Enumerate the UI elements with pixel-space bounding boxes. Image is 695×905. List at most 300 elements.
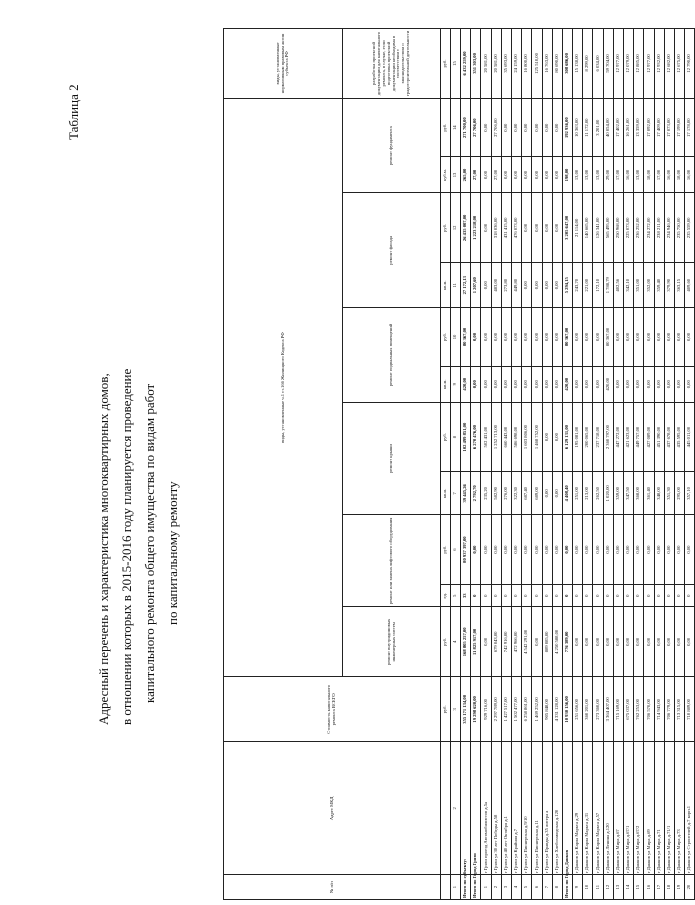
table-cell: 237 718,00 [593,402,603,472]
table-cell: 17 092,00 [644,98,654,157]
table-cell: 0,00 [685,308,695,367]
table-cell: 0,00 [644,515,654,585]
table-cell: 0,00 [522,263,532,308]
table-cell: 0,00 [573,515,583,585]
header-facade: ремонт фасада [343,193,441,308]
unit-cell: кв.м. [441,263,451,308]
table-row [613,29,623,900]
column-number-cell: 12 [451,193,461,263]
table-cell: 0,00 [624,366,634,402]
table-cell: 12 079,00 [624,29,634,99]
unit-cell [441,875,451,900]
table-cell: 0,00 [664,515,674,585]
table-cell: 10 [583,875,593,900]
table-cell: 0,00 [532,263,542,308]
table-cell: 12 790,00 [685,29,695,99]
table-cell: 889 085,00 [542,607,552,677]
table-row [593,29,603,900]
header-address: Адрес МКД [224,742,441,875]
table-cell: 13,00 [634,157,644,193]
table-cell: 8 299,00 [583,29,593,99]
column-number-cell: 6 [451,515,461,585]
table-cell: 13,00 [583,157,593,193]
table-row [644,29,654,900]
table-cell: 0,00 [532,308,542,367]
table-cell: Итого по Город Грязи [471,875,481,900]
table-cell: 225 073,00 [624,193,634,263]
table-cell: 18,00 [644,157,654,193]
table-cell: г Грязи ул Хлебозаводская д.120 [552,742,562,875]
table-cell: 10 363,00 [573,98,583,157]
table-cell: 0,00 [542,515,552,585]
column-number-cell: 9 [451,366,461,402]
table-cell: 0,00 [491,515,501,585]
table-cell: 687,40 [522,472,532,515]
table-cell: 10 930 156,00 [562,677,572,742]
table-cell: 16,00 [664,157,674,193]
table-cell: 1 427 517,00 [501,677,511,742]
table-cell: г Грязи ул Крайняя д.7 [511,742,521,875]
table-cell: 0,00 [552,98,562,157]
column-number-cell: 8 [451,402,461,472]
table-cell: 449 757,00 [634,402,644,472]
table-cell: 0,00 [613,607,623,677]
table-total-row [471,29,481,900]
table-cell: 0,00 [613,308,623,367]
units-row [441,29,451,900]
header-design-docs: разработка проектной документации для капитального ремонта, в случае, если подготовка проектной документации необходима в соответствии с законодательством о градостроительной деятельности [343,29,441,99]
table-cell: 586 698,00 [511,402,521,472]
table-cell: 11 [593,875,603,900]
table-cell: 27,00 [491,157,501,193]
table-cell: 0 [654,584,664,607]
table-cell: 9 [573,875,583,900]
table-cell: 352,00 [644,263,654,308]
table-cell: 359,00 [613,472,623,515]
table-cell: 0,00 [501,98,511,157]
table-cell: 905 848,00 [542,677,552,742]
table-cell: 0,00 [471,515,481,585]
table-cell: 427 089,00 [644,402,654,472]
table-row [654,29,664,900]
table-cell: г Данков ул Мира д.71 [654,742,664,875]
table-cell: 0,00 [532,607,542,677]
table-cell: 125 510,00 [532,29,542,99]
table-cell: 689,00 [532,472,542,515]
table-cell: 1 788,79 [603,263,613,308]
header-basement: ремонт подвальных помещений [343,308,441,403]
table-cell: 12 932,00 [654,29,664,99]
table-cell: 13 [613,875,623,900]
table-cell: 706 570,00 [644,677,654,742]
table-row [511,29,521,900]
table-cell: 27 172,13 [461,263,471,308]
table-cell: 0,00 [522,98,532,157]
header-regional-group: виды, установленные нормативным правовым актом субъекта РФ [224,29,343,99]
table-cell: 0,00 [542,472,552,515]
table-cell: 27 706,00 [471,98,481,157]
table-cell: г Данков ул Строителей д.7 корп.1 [685,742,695,875]
table-cell: 29,00 [603,157,613,193]
table-cell: 582,90 [491,472,501,515]
table-cell: 409,60 [685,263,695,308]
table-cell: 6 [532,875,542,900]
table-cell: 0,00 [593,308,603,367]
table-cell: 7 [542,875,552,900]
table-cell: 0,00 [552,263,562,308]
table-cell: 1 223 218,00 [471,193,481,263]
table-cell: 0,00 [542,157,552,193]
table-cell: 0 [593,584,603,607]
table-cell: 0,00 [542,402,552,472]
table-cell: 1 603 806,00 [522,402,532,472]
table-cell: 1 502 477,00 [511,677,521,742]
header-cost-total: Стоимость капитального ремонта ВСЕГО [224,677,441,742]
table-cell: 140 665,00 [583,193,593,263]
table-cell: 0,00 [583,515,593,585]
table-cell: г Грязи ул 30 лет Победы д.58 [491,742,501,875]
table-cell: 0,00 [634,308,644,367]
table-label: Таблица 2 [66,84,81,140]
table-cell: 0,00 [552,366,562,402]
table-cell: 3 [501,875,511,900]
table-cell: 24 159,00 [511,29,521,99]
table-cell: 295,00 [674,472,684,515]
table-cell: 502 431,00 [481,402,491,472]
table-cell: 0,00 [674,366,684,402]
unit-cell: руб. [441,98,451,157]
table-cell: 0 [471,584,481,607]
table-cell: 0,00 [593,607,603,677]
table-total-row [562,29,572,900]
table-caption-box [66,20,84,140]
table-cell: 2 792,70 [471,472,481,515]
table-cell: 0,00 [654,366,664,402]
table-cell: 0,00 [562,515,572,585]
table-cell: 357,10 [685,472,695,515]
table-cell: 0,00 [522,515,532,585]
table-cell: 476 073,00 [511,193,521,263]
table-cell: 565 495,00 [603,193,613,263]
table-cell: 359,40 [654,263,664,308]
table-cell: 660 443,00 [501,402,511,472]
table-cell: 39 445,26 [461,472,471,515]
table-cell: 1 469 252,00 [532,677,542,742]
title-line: капитального ремонта общего имущества по видам работ [142,383,157,703]
table-cell: 0 [664,584,674,607]
table-cell: 420,00 [562,366,572,402]
header-num: № п/п [224,875,441,900]
title-line: по капитальному ремонту [165,481,180,625]
table-cell: 200 065,00 [583,402,593,472]
column-number-cell: 4 [451,607,461,677]
table-cell: 3 205 647,00 [562,193,572,263]
table-row [603,29,613,900]
table-sheet [223,28,692,900]
table-cell: 0,00 [542,98,552,157]
table-cell: 0,00 [542,308,552,367]
table-cell: 0,00 [583,308,593,367]
table-cell: 0,00 [522,366,532,402]
header-foundation: ремонт фундамента [343,98,441,193]
table-cell: 0 [674,584,684,607]
table-cell: 929 716,00 [481,677,491,742]
table-cell: 445 011,00 [685,402,695,472]
table-cell: 0,00 [634,366,644,402]
table-cell: 0,00 [522,157,532,193]
table-cell: 0 [552,584,562,607]
table-cell: 351,30 [664,472,674,515]
title-line: в отношении которых в 2015-2016 году планируется проведение [119,368,134,725]
table-cell: 0,00 [624,515,634,585]
table-cell: 0,00 [511,157,521,193]
table-cell: Итого по Город Данков [562,875,572,900]
table-cell: 17 199,00 [674,98,684,157]
table-cell: 15 [634,875,644,900]
table-cell: 0 [501,584,511,607]
table-cell: 0,00 [481,157,491,193]
unit-cell: руб. [441,607,451,677]
table-cell: 2 360 797,00 [603,402,613,472]
table-cell: 0 [562,584,572,607]
table-cell: 16 [644,875,654,900]
table-cell: 0,00 [481,308,491,367]
table-cell: 0,00 [542,263,552,308]
table-cell: 0 [583,584,593,607]
table-cell: 675 037,00 [624,677,634,742]
table-cell: г Грязи ул Пионерская д.9/10 [522,742,532,875]
table-cell: 6 270 476,00 [471,402,481,472]
table-cell: 342,10 [624,263,634,308]
table-cell: 0,00 [491,366,501,402]
table-row [624,29,634,900]
column-number-cell: 3 [451,677,461,742]
table-cell: 19 [674,875,684,900]
table-cell: 265,00 [461,157,471,193]
table-cell: 234 946,00 [664,193,674,263]
table-cell: 27 706,00 [491,98,501,157]
table-cell: 0,00 [685,607,695,677]
table-cell: 0,00 [481,98,491,157]
table-cell: 0,00 [501,308,511,367]
table-total-row [461,29,471,900]
table-cell: 4 542 291,00 [522,607,532,677]
column-number-cell: 15 [451,29,461,99]
table-cell: 0,00 [471,308,481,367]
table-cell: 6 129 131,00 [562,402,572,472]
table-cell: 33 [461,584,471,607]
table-cell: 2 [491,875,501,900]
unit-cell [441,742,451,875]
header-engineering: ремонт внутридомовых инженерных систем [343,607,441,677]
table-cell: 0,00 [552,402,562,472]
table-cell: 0,00 [664,607,674,677]
table-cell: 11 172,00 [583,98,593,157]
table-cell: 251 656,00 [573,677,583,742]
table-cell: 1 468 752,00 [532,402,542,472]
table-row [685,29,695,900]
column-number-cell: 7 [451,472,461,515]
table-cell: 271 700,00 [461,98,471,157]
table-cell: 420,00 [603,366,613,402]
table-cell: 0 [573,584,583,607]
table-cell: 16 261,00 [624,98,634,157]
table-cell: г Данков ул Мира д.71/1 [664,742,674,875]
table-cell: г Данков ул Мира д.67/2 [634,742,644,875]
table-row [532,29,542,900]
table-cell: 706 779,00 [664,677,674,742]
table-cell: 16 800,00 [522,29,532,99]
table-cell: 361,40 [644,472,654,515]
table-cell: 348,00 [654,472,664,515]
table-cell: г Данков ул Ленина д.120 [603,742,613,875]
table-cell: 1 207,60 [471,263,481,308]
column-number-cell: 1 [451,875,461,900]
table-cell: 12 977,00 [613,29,623,99]
repair-works-table [223,28,695,900]
table-cell: 437 678,00 [664,402,674,472]
table-cell: 0 [542,584,552,607]
table-cell: 250 968,00 [613,193,623,263]
table-cell: г Грязи проезд Автомобилистов д.5а [481,742,491,875]
table-cell: 0,00 [654,515,664,585]
unit-cell: руб. [441,193,451,263]
table-cell: 0,00 [511,366,521,402]
table-row [674,29,684,900]
table-cell: 0,00 [624,308,634,367]
table-cell: 20 [685,875,695,900]
table-cell: 262,50 [593,472,603,515]
unit-cell: руб. [441,677,451,742]
table-cell: 0,00 [481,607,491,677]
table-cell: 0,00 [552,193,562,263]
title-line: Адресный перечень и характеристика многоквартирных домов, [96,373,111,725]
table-cell: 20 581,00 [481,29,491,99]
table-cell: 0 [491,584,501,607]
table-cell: 17,00 [654,157,664,193]
unit-cell: руб. [441,29,451,99]
table-cell: 0,00 [532,515,542,585]
column-number-cell: 5 [451,584,461,607]
table-cell: 347,50 [624,472,634,515]
table-cell: 0,00 [685,366,695,402]
table-row [583,29,593,900]
table-cell: 15 138,00 [573,29,583,99]
table-row [573,29,583,900]
table-cell: 449,80 [511,263,521,308]
column-number-cell: 13 [451,157,461,193]
table-cell: 12 977,00 [644,29,654,99]
table-cell: 234 272,00 [644,193,654,263]
column-numbers-row [451,29,461,900]
table-cell: 0,00 [654,607,664,677]
table-cell: 472 966,00 [511,607,521,677]
table-cell: 0,00 [481,366,491,402]
table-cell: 11 825 917,00 [471,607,481,677]
table-cell: 0,00 [491,308,501,367]
table-cell: 0,00 [603,515,613,585]
table-cell: 0 [634,584,644,607]
unit-cell: руб. [441,515,451,585]
table-cell: 80 937 397,00 [461,515,471,585]
table-cell: 12 682,00 [664,29,674,99]
table-cell: г Грязи ул Правды д.35 литера а [542,742,552,875]
table-cell: 0,00 [583,366,593,402]
table-cell: 17 178,00 [685,98,695,157]
table-cell: 243,70 [573,263,583,308]
table-cell: 0,00 [573,308,583,367]
table-cell: 447 272,00 [613,402,623,472]
table-cell: 213,00 [583,472,593,515]
table-cell: 0,00 [481,193,491,263]
table-cell: 0 [522,584,532,607]
header-works-group: виды, установленные ч.1 ст.166 Жилищного Кодекса РФ [224,98,343,676]
table-cell: 4 408,40 [562,472,572,515]
table-cell: 21 114,00 [573,193,583,263]
table-cell: 4 250 588,00 [552,607,562,677]
unit-cell: руб. [441,308,451,367]
table-cell: 195 081,00 [573,402,583,472]
table-cell: 0,00 [593,515,603,585]
table-cell: 0,00 [674,607,684,677]
table-cell: 0,00 [532,98,542,157]
table-cell: 0,00 [593,366,603,402]
header-roof: ремонт крыши [343,402,441,515]
table-row [552,29,562,900]
table-cell: 0,00 [511,98,521,157]
header-elevator: ремонт или замена лифтового оборудования [343,515,441,607]
table-cell: 19 298 620,00 [471,677,481,742]
table-cell: 0,00 [532,157,542,193]
table-cell: 17 [654,875,664,900]
table-cell: 13,00 [573,157,583,193]
table-cell: 80 367,00 [562,308,572,367]
unit-cell: кв.м. [441,472,451,515]
table-cell: 236 252,00 [634,193,644,263]
table-cell: 0 [644,584,654,607]
rotated-table-container [223,28,692,900]
table-cell: 0,00 [613,366,623,402]
table-cell: 18,00 [674,157,684,193]
column-number-cell: 2 [451,742,461,875]
unit-cell: кв.м. [441,366,451,402]
table-cell: 59 704,00 [603,29,613,99]
table-cell: 16,00 [624,157,634,193]
table-row [522,29,532,900]
table-cell: 6 432 259,00 [461,29,471,99]
table-cell: 12 885,00 [634,29,644,99]
table-cell: Итого по субъекту: [461,875,471,900]
table-cell: 421 623,00 [624,402,634,472]
table-cell: 351,00 [634,263,644,308]
table-cell: 5 294,15 [562,263,572,308]
table-cell: 742 916,00 [501,607,511,677]
table-cell: 431 415,00 [501,193,511,263]
table-cell: 0,00 [603,607,613,677]
table-row [664,29,674,900]
table-cell: 2 297 789,00 [491,677,501,742]
table-cell: 3 364 407,00 [603,677,613,742]
table-cell: 235 559,00 [685,193,695,263]
table-cell: 198,00 [562,157,572,193]
table-cell: 776 389,00 [562,607,572,677]
table-cell: 273 360,00 [593,677,603,742]
table-cell: 0,00 [471,366,481,402]
table-cell: 0,00 [624,607,634,677]
table-cell: 0,00 [542,366,552,402]
table-cell: 0 [624,584,634,607]
table-cell: 762 253,00 [634,677,644,742]
